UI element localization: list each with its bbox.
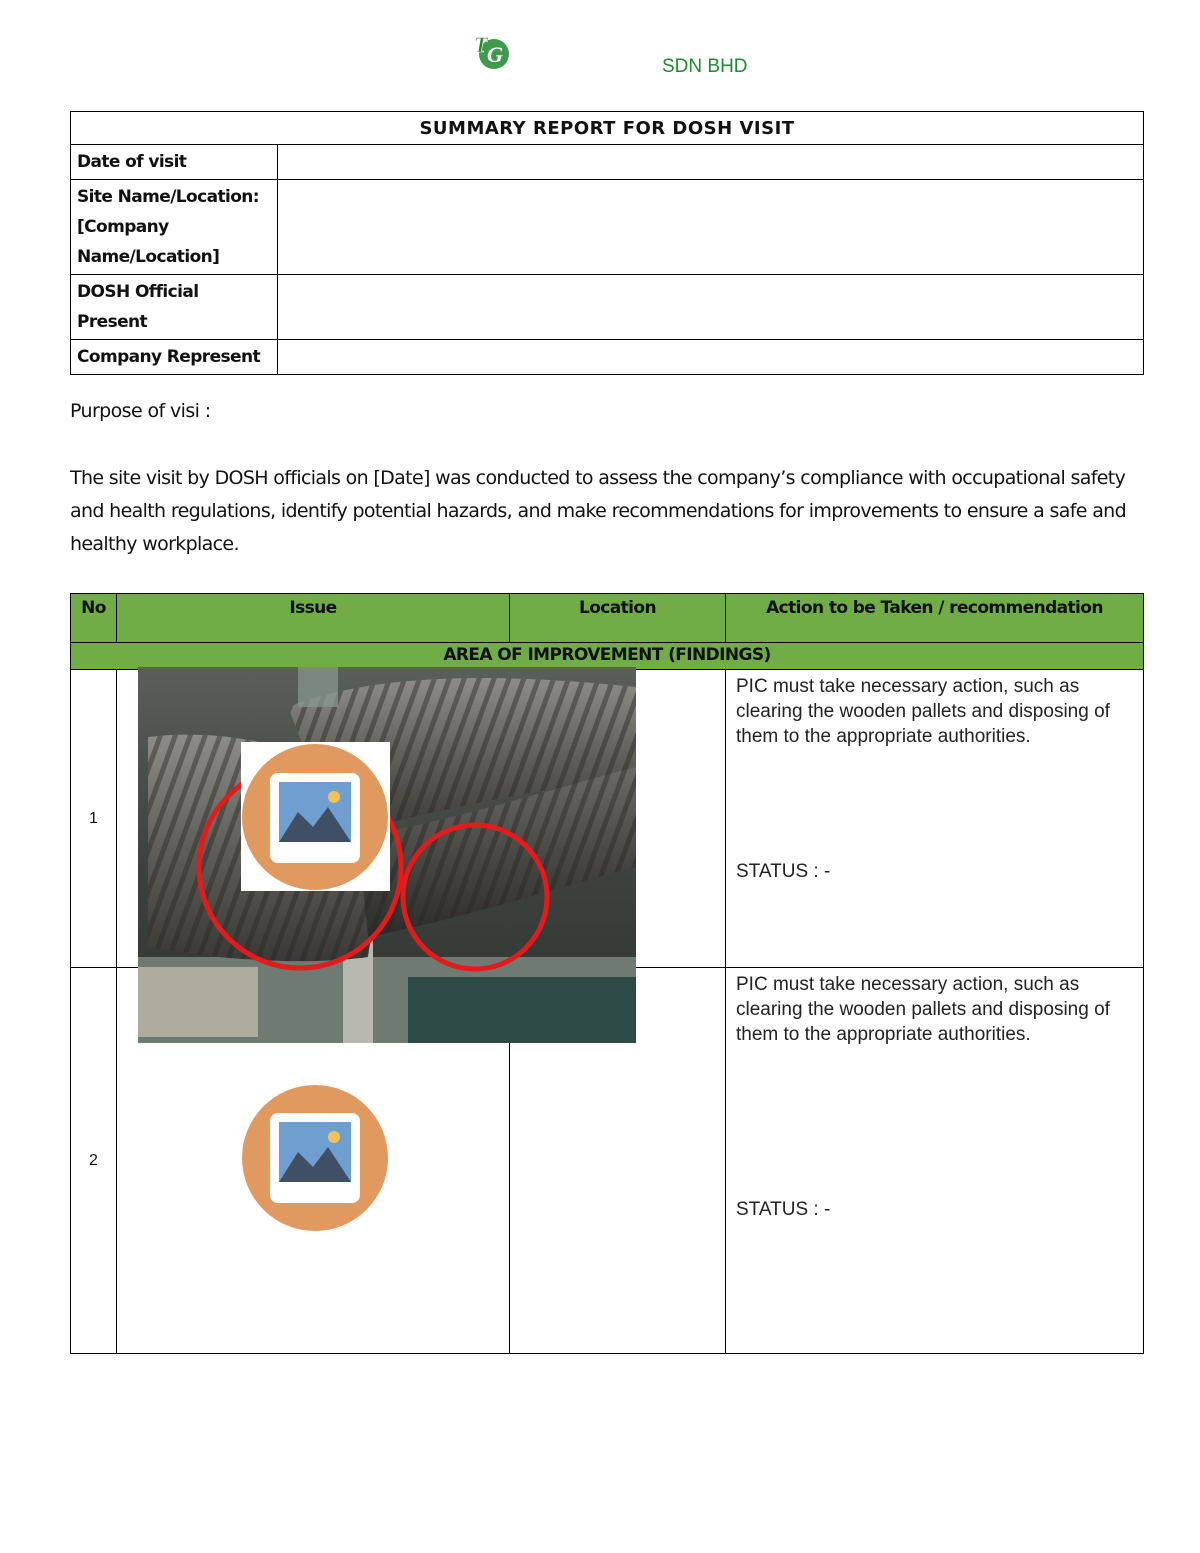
dosh-official-label: DOSH Official Present	[71, 275, 278, 340]
company-represent-value[interactable]	[278, 340, 1144, 375]
report-title: SUMMARY REPORT FOR DOSH VISIT	[71, 112, 1144, 145]
action-text: PIC must take necessary action, such as clearing the wooden pallets and disposing of them to the appropriate authorities.	[736, 974, 1110, 1045]
purpose-paragraph: The site visit by DOSH officials on [Date] was conducted to assess the company’s compliance with occupational safety and health regulations, identify potential hazards, and make recommendations for improvements to ensure a safe and healthy workplace.	[70, 467, 1126, 555]
status-text: STATUS : -	[736, 1199, 831, 1220]
company-logo	[470, 30, 514, 72]
action-cell	[726, 968, 1144, 1354]
company-suffix: SDN BHD	[662, 56, 748, 77]
status-text: STATUS : -	[736, 861, 831, 882]
action-cell	[726, 670, 1144, 968]
svg-text:T: T	[474, 32, 488, 57]
section-title: AREA OF IMPROVEMENT (FINDINGS)	[71, 643, 1144, 670]
column-header-action: Action to be Taken / recommendation	[726, 594, 1144, 643]
row-number: 1	[71, 670, 117, 968]
svg-text:G: G	[487, 42, 503, 67]
company-represent-label: Company Represent	[71, 340, 278, 375]
date-of-visit-label: Date of visit	[71, 145, 278, 180]
image-placeholder-icon	[242, 744, 388, 890]
site-location-value[interactable]	[278, 180, 1144, 275]
dosh-official-value[interactable]	[278, 275, 1144, 340]
image-placeholder-icon	[240, 1083, 390, 1233]
site-location-label: Site Name/Location: [Company Name/Location]	[71, 180, 278, 275]
summary-table	[70, 111, 1144, 375]
column-header-location: Location	[510, 594, 726, 643]
date-of-visit-value[interactable]	[278, 145, 1144, 180]
issue-photo	[138, 667, 636, 1043]
action-text: PIC must take necessary action, such as clearing the wooden pallets and disposing of them to the appropriate authorities.	[736, 676, 1110, 747]
purpose-heading: Purpose of visi :	[70, 400, 211, 422]
column-header-no: No	[71, 594, 117, 643]
column-header-issue: Issue	[117, 594, 510, 643]
row-number: 2	[71, 968, 117, 1354]
